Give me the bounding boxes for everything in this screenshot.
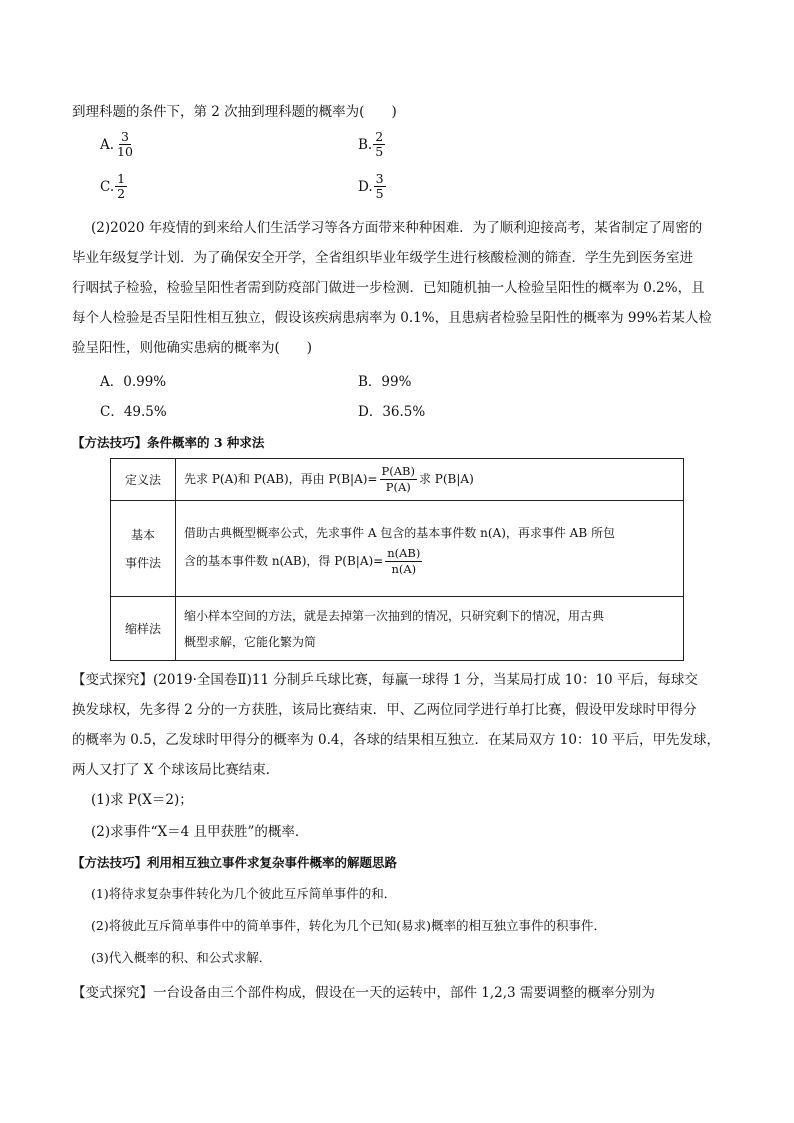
choice-label: A.	[100, 136, 115, 153]
row-label-line: 事件法	[124, 555, 161, 570]
choice-c: C．49.5%	[100, 404, 167, 420]
method-step: (1)将待求复杂事件转化为几个彼此互斥简单事件的和．	[91, 886, 397, 901]
numerator: P(AB)	[381, 464, 415, 478]
numerator: 1	[117, 171, 126, 186]
variant-line: 【变式探究】一台设备由三个部件构成，假设在一天的运转中，部件 1,2,3 需要调整的概率分别为	[72, 985, 655, 1001]
denominator: 2	[117, 186, 126, 201]
method-step: (2)将彼此互斥简单事件中的简单事件，转化为几个已知(易求)概率的相互独立事件的积事件．	[91, 918, 606, 933]
denominator: n(A)	[391, 562, 417, 576]
denominator: 5	[375, 186, 384, 201]
numerator: n(AB)	[387, 546, 421, 560]
choice-a: A．0.99%	[100, 374, 167, 390]
choice-label: B.	[358, 136, 373, 153]
choice-fraction	[115, 130, 135, 159]
row-text: 缩小样本空间的方法，就是去掉第一次抽到的情况，只研究剩下的情况，用古典	[184, 608, 605, 623]
choice-label: C.	[100, 178, 115, 195]
choice-c	[100, 172, 127, 201]
formula-fraction	[380, 464, 417, 495]
denominator: 5	[375, 144, 384, 159]
variant-line: 两人又打了 X 个球该局比赛结束．	[72, 762, 280, 778]
denominator: P(A)	[385, 480, 411, 494]
row-content	[176, 501, 684, 597]
row-text: 先求 P(A)和 P(AB)，再由 P(B|A)=	[184, 472, 378, 486]
table-row	[111, 597, 684, 661]
question-2-line: 毕业年级复学计划．为了确保安全开学，全省组织毕业年级学生进行核酸检测的筛查．学生先到医务室进	[72, 250, 693, 266]
variant-line: 的概率为 0.5，乙发球时甲得分的概率为 0.4，各球的结果相互独立．在某局双方 10：10 平后，甲先发球，	[72, 732, 720, 748]
row-text: 含的基本事件数 n(AB)，得 P(B|A)=	[184, 554, 384, 568]
row-text-line	[184, 546, 675, 577]
question-2-line: 验呈阳性，则他确实患病的概率为( )	[72, 340, 313, 356]
row-text: 求 P(B|A)	[418, 472, 474, 486]
choice-d: D．36.5%	[358, 404, 426, 420]
sub-question-1: (1)求 P(X＝2)；	[91, 792, 193, 808]
row-text: 借助古典概型概率公式，先求事件 A 包含的基本事件数 n(A)，再求事件 AB 所包	[184, 526, 615, 540]
sub-question-2: (2)求事件“X＝4 且甲获胜”的概率．	[91, 824, 309, 840]
numerator: 3	[375, 171, 384, 186]
method-title: 【方法技巧】条件概率的 3 种求法	[72, 435, 265, 450]
table-row	[111, 501, 684, 597]
variant-line: 【变式探究】(2019·全国卷Ⅱ)11 分制乒乓球比赛，每赢一球得 1 分，当某局打成 10：10 平后，每球交	[72, 672, 698, 688]
formula-fraction	[385, 546, 422, 577]
choice-label: D.	[358, 178, 373, 195]
choice-b	[358, 130, 385, 159]
row-text: 概型求解，它能化繁为简	[184, 634, 317, 649]
question-2-line: 每个人检验是否呈阳性相互独立，假设该疾病患病率为 0.1%，且患病者检验呈阳性的概率为 99%若某人检	[72, 310, 712, 326]
choice-b: B．99%	[358, 374, 412, 390]
choice-fraction	[374, 172, 386, 201]
row-content	[176, 459, 684, 501]
numerator: 2	[375, 129, 384, 144]
row-label	[111, 501, 176, 597]
row-content	[176, 597, 684, 661]
row-label: 定义法	[111, 459, 176, 501]
denominator: 10	[117, 144, 133, 159]
choice-fraction	[373, 130, 385, 159]
method-title: 【方法技巧】利用相互独立事件求复杂事件概率的解题思路	[72, 855, 398, 870]
question-1-tail: 到理科题的条件下，第 2 次抽到理科题的概率为( )	[72, 104, 397, 120]
method-step: (3)代入概率的积、和公式求解．	[91, 950, 272, 965]
table-row	[111, 459, 684, 501]
method-table	[110, 458, 684, 661]
row-label-line: 基本	[130, 527, 155, 542]
choice-a	[100, 130, 135, 159]
question-2-line: 行咽拭子检验，检验呈阳性者需到防疫部门做进一步检测．已知随机抽一人检验呈阳性的概率为 0.2%，且	[72, 280, 705, 296]
question-2-line: (2)2020 年疫情的到来给人们生活学习等各方面带来种种困难．为了顺利迎接高考，某省制定了周密的	[91, 220, 703, 236]
row-label: 缩样法	[111, 597, 176, 661]
numerator: 3	[121, 129, 129, 144]
variant-line: 换发球权，先多得 2 分的一方获胜，该局比赛结束．甲、乙两位同学进行单打比赛，假设甲发球时甲得分	[72, 702, 697, 718]
choice-d	[358, 172, 386, 201]
choice-fraction	[115, 172, 127, 201]
